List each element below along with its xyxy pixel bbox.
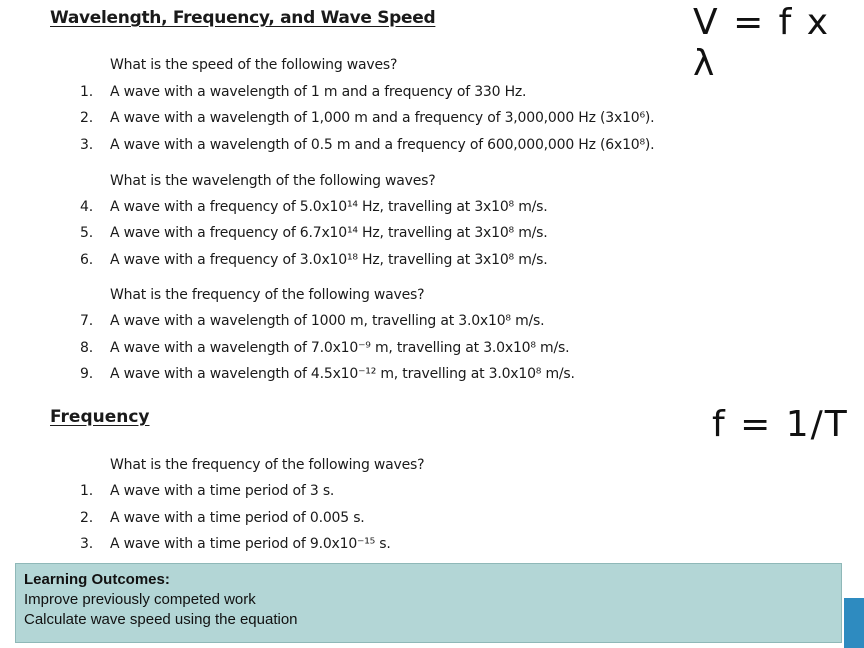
question-number: 6. xyxy=(80,252,93,268)
wave-speed-formula: V = f x λ xyxy=(693,2,831,84)
question-text: A wave with a time period of 9.0x10⁻¹⁵ s. xyxy=(110,536,391,552)
question-number: 8. xyxy=(80,340,93,356)
group-heading-frequency-period: What is the frequency of the following waves? xyxy=(110,457,425,473)
question-number: 9. xyxy=(80,366,93,382)
question-text: A wave with a frequency of 3.0x10¹⁸ Hz, travelling at 3x10⁸ m/s. xyxy=(110,252,548,268)
question-text: A wave with a wavelength of 7.0x10⁻⁹ m, travelling at 3.0x10⁸ m/s. xyxy=(110,340,570,356)
question-text: A wave with a frequency of 5.0x10¹⁴ Hz, travelling at 3x10⁸ m/s. xyxy=(110,199,548,215)
question-number: 5. xyxy=(80,225,93,241)
learning-outcomes-panel xyxy=(15,563,842,643)
question-text: A wave with a wavelength of 1 m and a frequency of 330 Hz. xyxy=(110,84,527,100)
question-text: A wave with a wavelength of 0.5 m and a frequency of 600,000,000 Hz (6x10⁸). xyxy=(110,137,655,153)
group-heading-frequency: What is the frequency of the following waves? xyxy=(110,287,425,303)
question-number: 2. xyxy=(80,510,93,526)
question-number: 7. xyxy=(80,313,93,329)
question-number: 4. xyxy=(80,199,93,215)
worksheet-title: Wavelength, Frequency, and Wave Speed xyxy=(50,8,436,28)
group-heading-wavelength: What is the wavelength of the following waves? xyxy=(110,173,436,189)
question-text: A wave with a wavelength of 4.5x10⁻¹² m, travelling at 3.0x10⁸ m/s. xyxy=(110,366,575,382)
question-number: 3. xyxy=(80,137,93,153)
question-text: A wave with a wavelength of 1000 m, travelling at 3.0x10⁸ m/s. xyxy=(110,313,545,329)
learning-outcome-item: Calculate wave speed using the equation xyxy=(24,611,298,628)
question-number: 2. xyxy=(80,110,93,126)
question-number: 1. xyxy=(80,84,93,100)
question-text: A wave with a time period of 3 s. xyxy=(110,483,335,499)
section-heading-frequency: Frequency xyxy=(50,407,150,427)
frequency-period-formula: f = 1/T xyxy=(712,404,849,445)
question-text: A wave with a wavelength of 1,000 m and a frequency of 3,000,000 Hz (3x10⁶). xyxy=(110,110,655,126)
question-text: A wave with a time period of 0.005 s. xyxy=(110,510,365,526)
question-text: A wave with a frequency of 6.7x10¹⁴ Hz, travelling at 3x10⁸ m/s. xyxy=(110,225,548,241)
accent-bar xyxy=(844,598,864,648)
question-number: 1. xyxy=(80,483,93,499)
question-number: 3. xyxy=(80,536,93,552)
learning-outcomes-heading: Learning Outcomes: xyxy=(24,571,170,588)
group-heading-speed: What is the speed of the following waves? xyxy=(110,57,398,73)
learning-outcome-item: Improve previously competed work xyxy=(24,591,256,608)
